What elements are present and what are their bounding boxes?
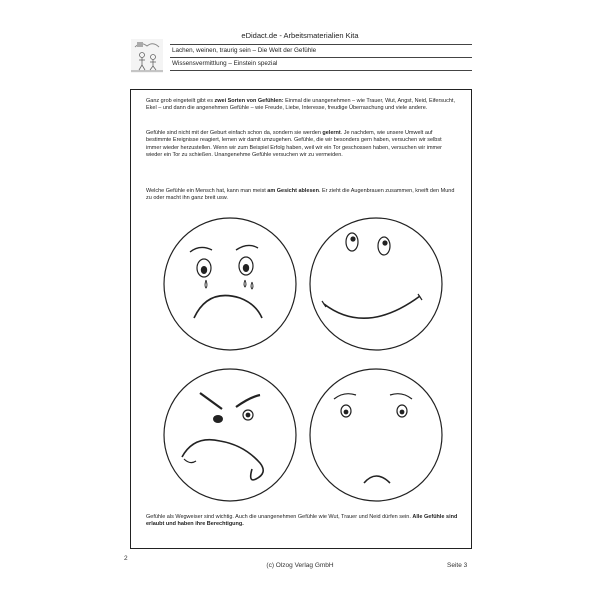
header-rule-middle [170,57,472,58]
conclusion-paragraph: Gefühle als Wegweiser sind wichtig. Auch die unangenehmen Gefühle wie Wut, Trauer und Neid dürfen sein. Alle Gefühle sind erlaubt und haben ihre Berechtigung. [146,514,458,528]
page-number: 2 [124,555,128,562]
document-title: Lachen, weinen, traurig sein – Die Welt der Gefühle [172,47,317,54]
sad-crying-face-icon [160,214,300,354]
header-illustration [131,39,163,73]
face-reading-paragraph: Welche Gefühle ein Mensch hat, kann man meist am Gesicht ablesen. Er zieht die Augenbrauen zusammen, kneift den Mund zu oder macht ihn ganz breit usw. [146,188,455,202]
series-title: Wissensvermittlung – Einstein spezial [172,60,278,67]
intro-paragraph: Ganz grob eingeteilt gibt es zwei Sorten von Gefühlen: Einmal die unangenehmen – wie Trauer, Wut, Angst, Neid, Eifersucht, Ekel – und dann die angenehmen Gefühle – wie Freude, Liebe, Interesse, freudige Überraschung und viele andere. [146,98,455,112]
learning-paragraph: Gefühle sind nicht mit der Geburt einfach schon da, sondern sie werden gelernt. Je nachdem, wie unsere Umwelt auf bestimmte Ereignisse reagiert, lernen wir damit umzugehen. Gefühle, die wir besonders gern haben, versuchen wir selbst immer wieder herzustellen. Wenn wir zum Beispiel Erfolg haben, weil wir ein Tor geschossen haben, versuchen wir immer wieder ein Tor zu schießen. Unangenehme Gefühle versuchen wir zu vermeiden. [146,130,443,159]
site-title: eDidact.de - Arbeitsmaterialien Kita [241,31,359,40]
header-rule-bottom [170,70,472,71]
worried-face-icon [306,365,446,505]
header-rule-top [170,44,472,45]
angry-face-icon [160,365,300,505]
publisher-credit: (c) Olzog Verlag GmbH [266,562,334,569]
page-label: Seite 3 [447,562,468,569]
happy-face-icon [306,214,446,354]
